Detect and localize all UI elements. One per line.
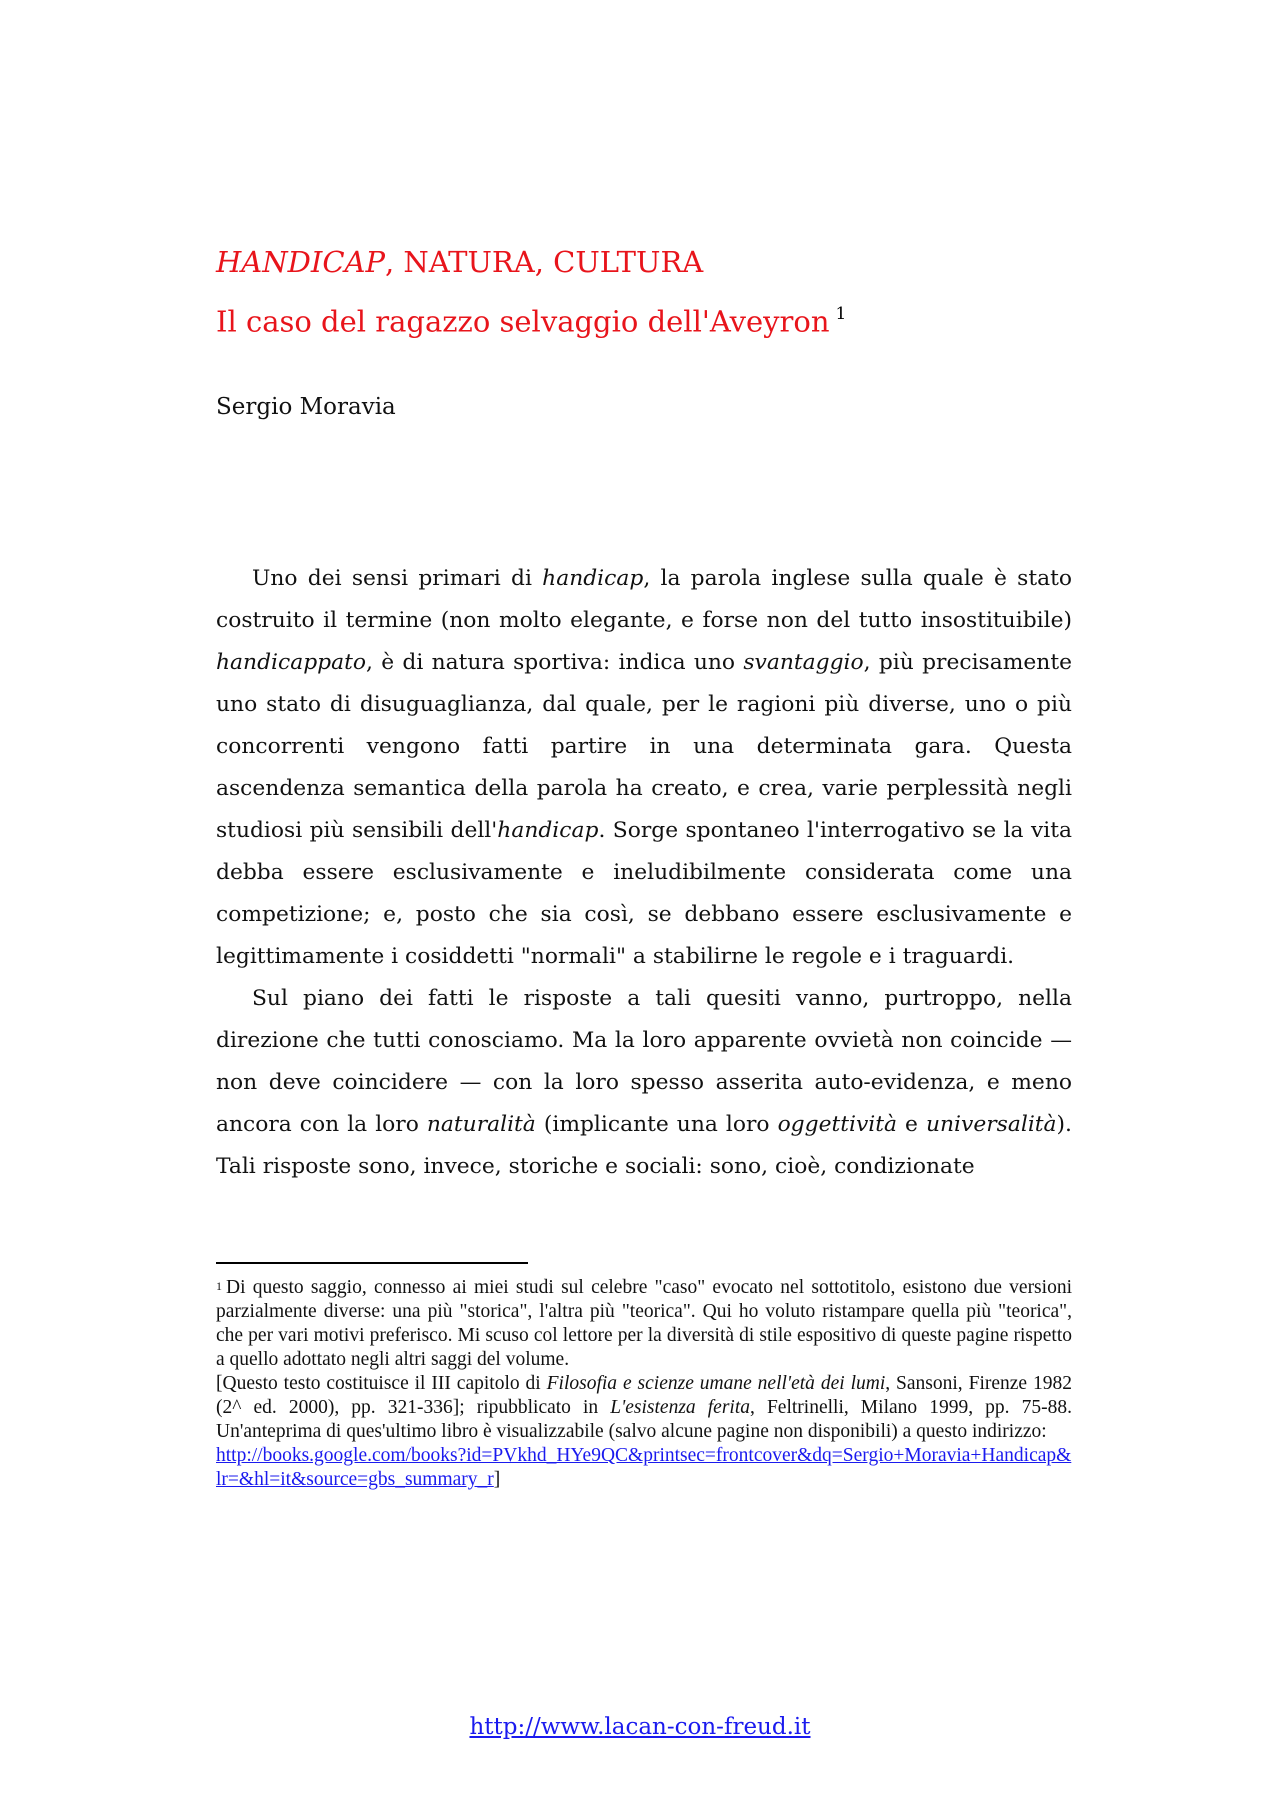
footnote-text-2 [216, 1373, 1072, 1442]
text-run: (implicante una loro [535, 1112, 778, 1137]
italic-run: oggettività [777, 1112, 898, 1137]
body-text [216, 558, 1072, 1188]
footnote-para-1 [216, 1276, 1072, 1372]
footnote-para-2 [216, 1372, 1072, 1492]
text-run: Uno dei sensi primari di [252, 566, 543, 591]
italic-run: L'esistenza ferita [610, 1397, 750, 1418]
paragraph-1 [216, 558, 1072, 978]
text-run: ). Tali risposte sono, invece, storiche e sociali: sono, cioè, condizionate [216, 1112, 1072, 1179]
italic-run: Filosofia e scienze umane nell'età dei lumi [546, 1373, 886, 1394]
title-rest: , NATURA, CULTURA [384, 245, 704, 279]
footnote-ref[interactable]: 1 [835, 304, 847, 324]
text-run: , la parola inglese sulla quale è stato costruito il termine (non molto elegante, e forse non del tutto insostituibile) [216, 566, 1072, 633]
paragraph-2 [216, 978, 1072, 1188]
footnote-closing: ] [493, 1469, 501, 1490]
text-run: [Questo testo costituisce il III capitolo di [216, 1373, 547, 1394]
title-block [216, 244, 1116, 340]
footnote-text-1: Di questo saggio, connesso ai miei studi sul celebre "caso" evocato nel sottotitolo, esistono due versioni parzialmente diverse: una più "storica", l'altra più "teorica". Qui ho voluto ristampare quella più "teorica", che per vari motivi preferisco. Mi scuso col lettore per la diversità di stile espositivo di queste pagine rispetto a quello adottato negli altri saggi del volume. [216, 1277, 1072, 1370]
italic-run: handicap [497, 818, 599, 843]
subtitle-text: Il caso del ragazzo selvaggio dell'Aveyron [216, 304, 830, 339]
text-run: , più precisamente uno stato di disuguaglianza, dal quale, per le ragioni più diverse, uno o più concorrenti vengono fatti partire in una determinata gara. Questa ascendenza semantica della parola ha creato, e crea, varie perplessità negli studiosi più sensibili dell' [216, 650, 1072, 843]
italic-run: universalità [925, 1112, 1057, 1137]
text-run: , Feltrinelli, Milano 1999, pp. 75-88. Un'anteprima di ques'ultimo libro è visualizzabile (salvo alcune pagine non disponibili) a questo indirizzo: [216, 1397, 1072, 1442]
google-books-link[interactable]: http://books.google.com/books?id=PVkhd_HYe9QC&printsec=frontcover&dq=Sergio+Moravia+Handicap&lr=&hl=it&source=gbs_summary_r [216, 1445, 1072, 1490]
text-run: , è di natura sportiva: indica uno [365, 650, 744, 675]
text-run: Sul piano dei fatti le risposte a tali quesiti vanno, purtroppo, nella direzione che tutti conosciamo. Ma la loro apparente ovvietà non coincide — non deve coincidere — con la loro spesso asserita auto-evidenza, e meno ancora con la loro [216, 986, 1072, 1137]
footnote-marker: 1 [216, 1279, 222, 1293]
page-title [216, 244, 1116, 280]
italic-run: handicappato [216, 650, 366, 675]
text-run: , Sansoni, Firenze 1982 (2^ ed. 2000), pp. 321-336]; ripubblicato in [216, 1373, 1072, 1418]
text-run: e [897, 1112, 926, 1137]
italic-run: naturalità [426, 1112, 536, 1137]
site-footer [0, 1714, 1280, 1740]
text-run: . Sorge spontaneo l'interrogativo se la vita debba essere esclusivamente e ineludibilmente considerata come una competizione; e, posto che sia così, se debbano essere esclusivamente e legittimamente i cosiddetti "normali" a stabilirne le regole e i traguardi. [216, 818, 1072, 969]
italic-run: svantaggio [743, 650, 864, 675]
site-url-link[interactable]: http://www.lacan-con-freud.it [469, 1714, 811, 1740]
footnote [216, 1276, 1072, 1492]
page-subtitle [216, 298, 1116, 340]
italic-run: handicap [542, 566, 644, 591]
title-handicap: HANDICAP [216, 245, 385, 279]
footnote-divider [216, 1262, 528, 1264]
author-name: Sergio Moravia [216, 394, 396, 420]
